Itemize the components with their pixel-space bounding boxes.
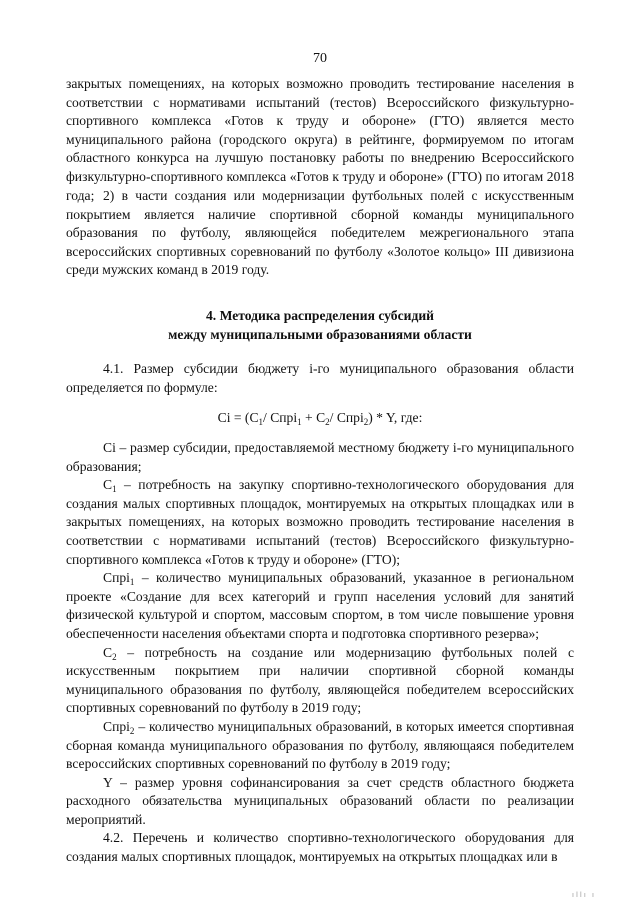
page-number: 70 [313,51,327,66]
paragraph-4-1-block [66,360,574,397]
paragraph-2-block [66,187,574,280]
paragraph-4-2: 4.2. Перечень и количество спортивно-технологического оборудования для создания малых спортивных площадок, монтируемых на открытых площадках или в [66,830,574,865]
scan-footer-mark: ıllı ı [572,891,596,899]
definition-y: Y – размер уровня софинансирования за счет средств областного бюджета расходного обязательства муниципальных образований области по реализации мероприятий. [66,774,574,827]
paragraph-4-1: 4.1. Размер субсидии бюджету i-го муниципального образования области определяется по формуле: [66,361,574,395]
section-heading-line-1: 4. Методика распределения субсидий [205,308,434,323]
definition-c1: $C_1$ – потребность на закупку спортивно-технологического оборудования для создания малых спортивных площадок, монтируемых на открытых площадках или в закрытых помещениях, на которых возможно проводить тестирование населения в соответствии с нормативами испытаний (тестов) Всероссийского физкультурно-спортивного комплекса «Готов к труду и обороне» (ГТО); [66,477,574,567]
definition-ci: Ci – размер субсидии, предоставляемой местному бюджету i-го муниципального образования; [66,440,574,474]
section-heading [66,307,574,344]
subsidy-formula: $Ci = (C_1/$ Cпрi$_1$ + $C_2/$ Cпрi$_2$) * Y, где: [217,410,423,427]
definition-c2: $C_2$ – потребность на создание или модернизацию футбольных полей с искусственным покрытием при наличии спортивной сборной команды муниципального образования по футболу, являющейся победителем всероссийских спортивных соревнований по футболу в 2019 году; [66,644,574,716]
definition-cpri1: Cпрi$_1$ – количество муниципальных образований, указанное в региональном проекте «Создание для всех категорий и групп населения условий для занятий физической культурой и спортом, массовым спортом, в том числе повышение уровня обеспеченности населения объектами спорта и подготовка спортивного резерва»; [66,570,574,641]
paragraph-item-2: 2) в части создания или модернизации футбольных полей с искусственным покрытием является наличие спортивной сборной команды муниципального образования по футболу, являющейся победителем межрегионального этапа всероссийских спортивных соревнований по футболу «Золотое кольцо» III дивизиона среди мужских команд в 2019 году. [66,188,574,278]
formula-block [66,409,574,428]
section-heading-line-2: между муниципальными образованиями области [168,326,472,342]
paragraph-continuation: закрытых помещениях, на которых возможно проводить тестирование населения в соответствии с нормативами испытаний (тестов) Всероссийского физкультурно-спортивного комплекса «Готов к труду и обороне» (ГТО) является место муниципального района (городского округа) в рейтинге, формируемом по итогам областного конкурса на лучшую постановку работы по внедрению Всероссийского физкультурно-спортивного комплекса «Готов к труду и обороне» (ГТО) по итогам 2018 года; [66,76,574,203]
paragraph-continuation-block [66,75,574,205]
definition-cpri2: Cпрi$_2$ – количество муниципальных образований, в которых имеется спортивная сборная команда муниципального образования по футболу, являющаяся победителем всероссийских спортивных соревнований по футболу в 2019 году; [66,718,574,772]
definitions-block [66,439,574,867]
